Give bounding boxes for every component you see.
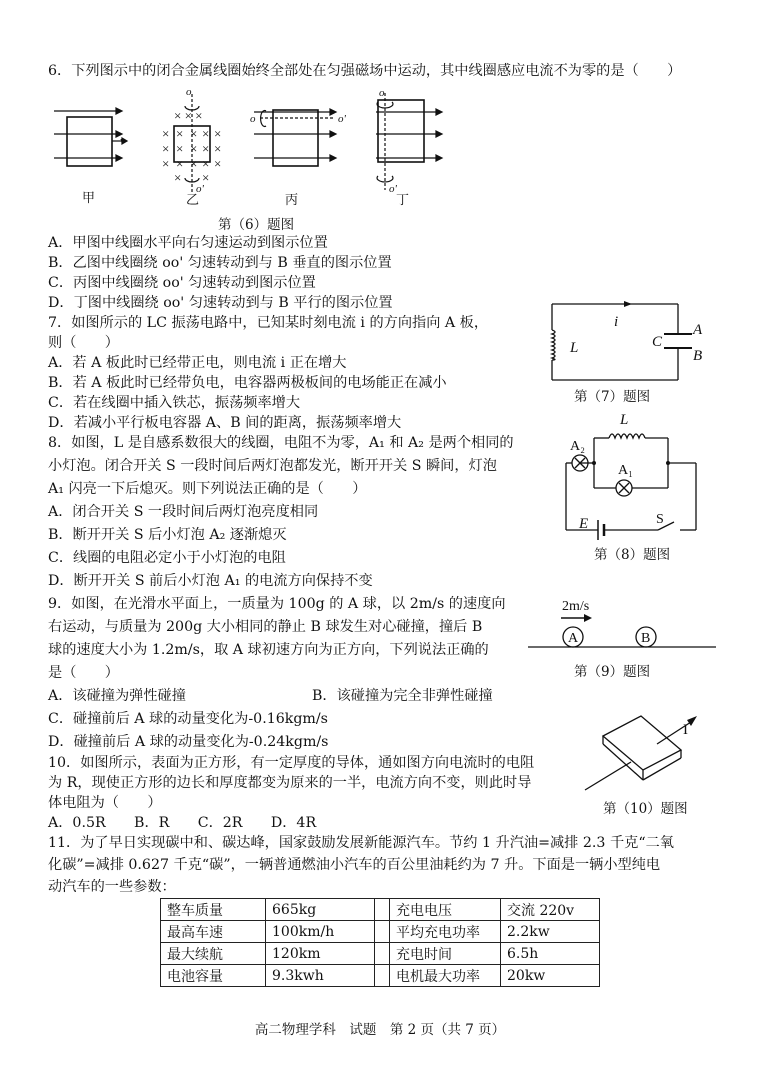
q7-stem-2: 则（ ） [48,335,119,351]
svg-text:×: × [162,126,170,141]
table-cell: 100km/h [266,921,375,943]
q8-option-c: C．线圈的电阻必定小于小灯泡的电阻 [48,550,286,566]
table-cell: 充电电压 [390,899,501,921]
q9-stem-4: 是（ ） [48,665,119,681]
svg-text:×: × [202,141,210,156]
fig-label-jia: 甲 [82,190,96,205]
svg-text:× × ×: × × × [174,108,203,123]
svg-text:A: A [568,631,579,646]
svg-text:×: × [174,170,182,185]
table-gap [375,943,390,965]
fig-label-bing: 丙 [285,192,299,207]
q6-option-b: B．乙图中线圈绕 oo' 匀速转动到与 B 垂直的图示位置 [48,255,392,271]
q9-option-b: B．该碰撞为完全非弹性碰撞 [312,688,493,704]
q8-circuit [556,410,706,545]
table-row [161,921,600,943]
q7-caption: 第（7）题图 [574,389,651,405]
table-cell: 电机最大功率 [390,965,501,987]
q9-stem-3: 球的速度大小为 1.2m/s，取 A 球初速方向为正方向，下列说法正确的 [48,642,489,658]
table-cell: 交流 220v [501,899,600,921]
svg-text:×: × [202,156,210,171]
q7-option-b: B．若 A 板此时已经带负电，电容器两极板间的电场能正在减小 [48,375,447,391]
svg-text:A₁: A₁ [618,463,633,478]
svg-text:×: × [190,126,198,141]
svg-text:o': o' [389,183,397,195]
table-cell: 最高车速 [161,921,266,943]
q7-option-c: C．若在线圈中插入铁芯，振荡频率增大 [48,395,301,411]
q7-stem-1: 7．如图所示的 LC 振荡电路中，已知某时刻电流 i 的方向指向 A 板， [48,315,489,331]
table-cell: 充电时间 [390,943,501,965]
q9-option-c: C．碰撞前后 A 球的动量变化为-0.16kgm/s [48,711,328,727]
svg-text:o: o [186,86,192,98]
svg-text:o: o [250,113,256,125]
q10-options: A．0.5R B．R C．2R D．4R [48,815,317,831]
table-cell: 电池容量 [161,965,266,987]
q11-stem-1: 11．为了早日实现碳中和、碳达峰，国家鼓励发展新能源汽车。节约 1 升汽油=减排 2.3 千克“二氧 [48,835,674,851]
svg-text:L: L [570,340,579,356]
q7-option-a: A．若 A 板此时已经带正电，则电流 i 正在增大 [48,355,347,371]
svg-text:×: × [214,141,222,156]
svg-text:E: E [579,516,589,532]
q8-option-b: B．断开开关 S 后小灯泡 A₂ 逐渐熄灭 [48,527,287,543]
svg-text:×: × [202,170,210,185]
fig-label-ding: 丁 [396,192,410,207]
fig-ding [376,93,442,190]
svg-text:A₂: A₂ [570,439,585,454]
table-cell: 120km [266,943,375,965]
table-row [161,943,600,965]
q9-option-a: A．该碰撞为弹性碰撞 [48,688,186,704]
q6-figure [54,88,484,228]
svg-text:×: × [176,126,184,141]
q6-v-label: v [120,135,125,147]
fig-jia [54,108,127,166]
table-cell: 20kw [501,965,600,987]
table-cell: 6.5h [501,943,600,965]
q11-stem-2: 化碳”=减排 0.627 千克“碳”，一辆普通燃油小汽车的百公里油耗约为 7 升。下面是一辆小型纯电 [48,857,661,873]
q9-option-d: D．碰撞前后 A 球的动量变化为-0.24kgm/s [48,734,329,750]
svg-text:×: × [190,156,198,171]
q9-stem-1: 9．如图，在光滑水平面上，一质量为 100g 的 A 球，以 2m/s 的速度向 [48,596,506,612]
table-cell: 最大续航 [161,943,266,965]
svg-text:×: × [190,141,198,156]
table-row [161,899,600,921]
svg-text:B: B [641,631,651,646]
q8-option-d: D．断开开关 S 前后小灯泡 A₁ 的电流方向保持不变 [48,573,373,589]
svg-text:×: × [176,141,184,156]
table-cell: 平均充电功率 [390,921,501,943]
q9-stem-2: 右运动，与质量为 200g 大小相同的静止 B 球发生对心碰撞，撞后 B [48,619,483,635]
table-gap [375,921,390,943]
svg-text:C: C [652,334,663,350]
svg-text:×: × [214,156,222,171]
table-cell: 9.3kwh [266,965,375,987]
svg-text:2m/s: 2m/s [562,599,590,614]
table-cell: 665kg [266,899,375,921]
page-footer: 高二物理学科 试题 第 2 页（共 7 页） [254,1022,506,1038]
svg-text:o': o' [196,183,204,195]
q10-caption: 第（10）题图 [603,801,688,817]
q6-stem: 6．下列图示中的闭合金属线圈始终全部处在匀强磁场中运动，其中线圈感应电流不为零的是（ ） [48,63,682,79]
q8-stem-1: 8．如图，L 是自感系数很大的线圈，电阻不为零，A₁ 和 A₂ 是两个相同的 [48,435,514,451]
q9-caption: 第（9）题图 [574,664,651,680]
svg-text:I: I [683,722,688,738]
q11-spec-table [160,898,600,987]
q8-caption: 第（8）题图 [594,547,671,563]
svg-text:×: × [162,156,170,171]
svg-text:S: S [656,512,664,527]
q6-caption: 第（6）题图 [218,217,295,233]
q8-option-a: A．闭合开关 S 一段时间后两灯泡亮度相同 [48,504,319,520]
q8-stem-3: A₁ 闪亮一下后熄灭。则下列说法正确的是（ ） [48,481,367,497]
q11-stem-3: 动汽车的一些参数： [48,879,176,895]
q10-stem-1: 10．如图所示，表面为正方形，有一定厚度的导体，通如图方向电流时的电阻 [48,755,535,771]
svg-text:o': o' [338,113,346,125]
table-cell: 整车质量 [161,899,266,921]
svg-text:L: L [620,412,629,428]
q6-option-c: C．丙图中线圈绕 oo' 匀速转动到图示位置 [48,275,316,291]
q6-option-d: D．丁图中线圈绕 oo' 匀速转动到与 B 平行的图示位置 [48,295,393,311]
table-gap [375,899,390,921]
q7-circuit [540,298,703,383]
svg-text:×: × [162,141,170,156]
q6-option-a: A．甲图中线圈水平向右匀速运动到图示位置 [48,235,328,251]
q8-stem-2: 小灯泡。闭合开关 S 一段时间后两灯泡都发光，断开开关 S 瞬间，灯泡 [48,458,497,474]
svg-text:×: × [176,156,184,171]
q10-figure [585,708,705,793]
table-gap [375,965,390,987]
svg-text:×: × [214,126,222,141]
q10-stem-2: 为 R，现使正方形的边长和厚度都变为原来的一半，电流方向不变，则此时导 [48,775,532,791]
svg-text:×: × [202,126,210,141]
svg-text:B: B [693,348,703,364]
table-cell: 2.2kw [501,921,600,943]
svg-text:A: A [693,322,703,338]
fig-label-yi: 乙 [186,192,200,207]
q9-figure [528,594,718,654]
q10-stem-3: 体电阻为（ ） [48,795,162,811]
table-row [161,965,600,987]
svg-text:o: o [379,87,385,99]
fig-bing [254,109,336,166]
q7-option-d: D．若减小平行板电容器 A、B 间的距离，振荡频率增大 [48,415,402,431]
svg-text:i: i [614,314,619,330]
